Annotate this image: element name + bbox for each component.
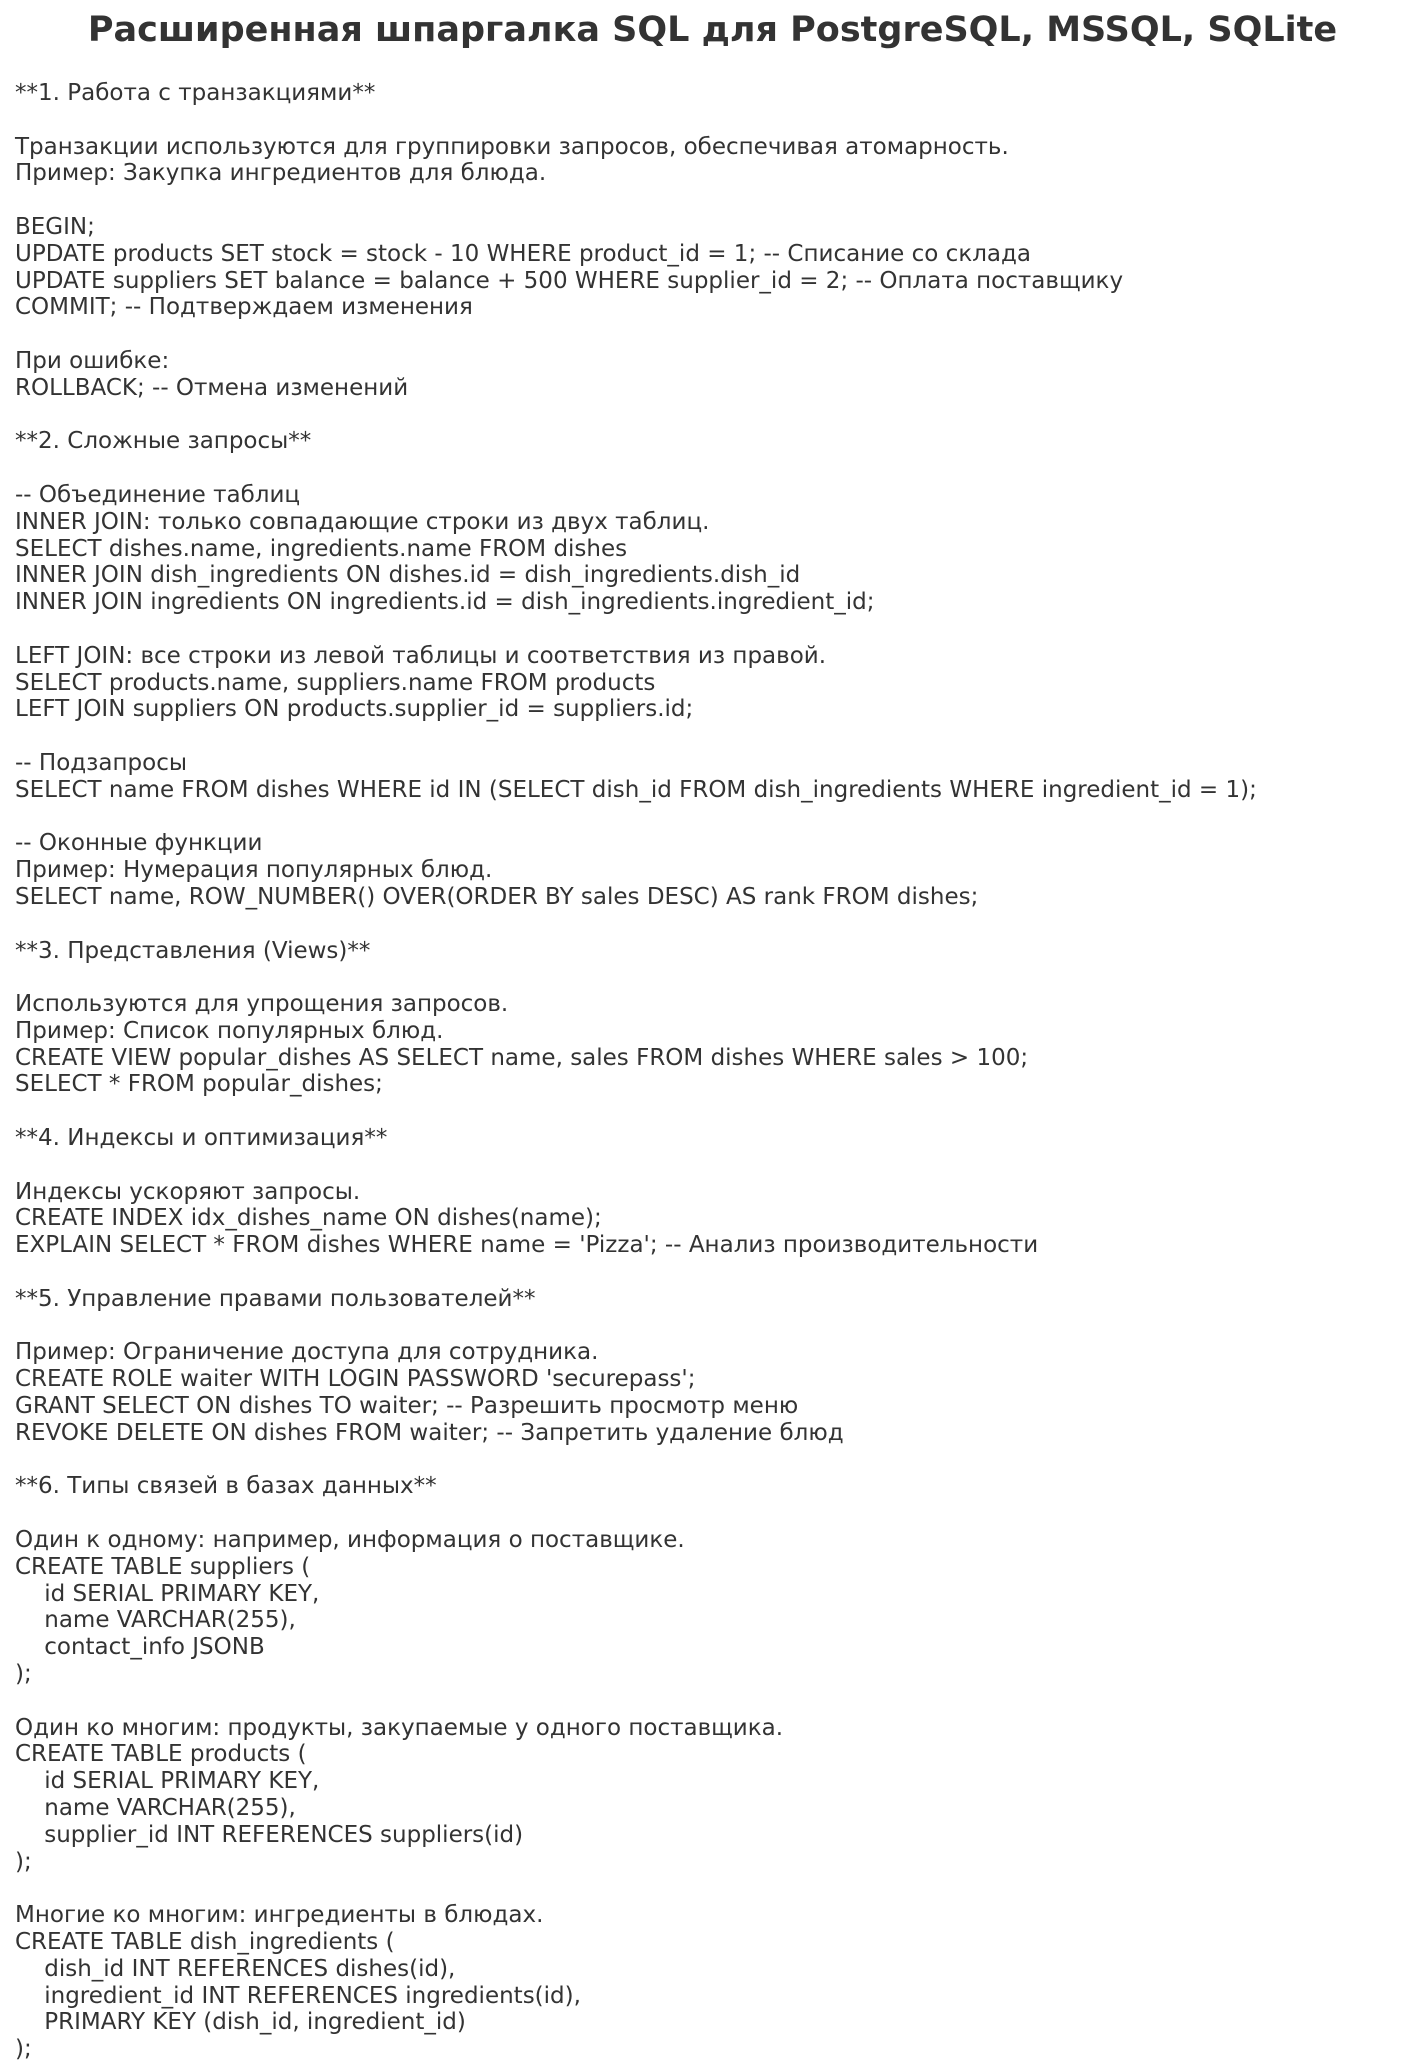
text-line: Индексы ускоряют запросы. <box>15 1178 361 1205</box>
text-line: CREATE VIEW popular_dishes AS SELECT name, sales FROM dishes WHERE sales > 100; <box>15 1044 1029 1071</box>
text-line: LEFT JOIN: все строки из левой таблицы и соответствия из правой. <box>15 642 827 669</box>
blank-line <box>15 723 1425 750</box>
blank-line <box>15 1259 1425 1286</box>
text-line: SELECT dishes.name, ingredients.name FROM dishes <box>15 535 628 562</box>
text-line: Один ко многим: продукты, закупаемые у одного поставщика. <box>15 1714 784 1741</box>
text-line: Пример: Ограничение доступа для сотрудника. <box>15 1339 599 1366</box>
text-line: Пример: Закупка ингредиентов для блюда. <box>15 160 547 187</box>
section-heading: **3. Представления (Views)** <box>15 937 371 964</box>
text-line: supplier_id INT REFERENCES suppliers(id) <box>15 1821 524 1848</box>
text-line: -- Подзапросы <box>15 749 188 776</box>
blank-line <box>15 402 1425 429</box>
blank-line <box>15 1875 1425 1902</box>
section-heading: **1. Работа с транзакциями** <box>15 80 376 106</box>
text-line: CREATE TABLE suppliers ( <box>15 1553 311 1580</box>
blank-line <box>15 1098 1425 1125</box>
blank-line <box>15 964 1425 991</box>
text-line: SELECT name FROM dishes WHERE id IN (SELECT dish_id FROM dish_ingredients WHERE ingredient_id = 1); <box>15 776 1257 803</box>
blank-line <box>15 1152 1425 1179</box>
text-line: id SERIAL PRIMARY KEY, <box>15 1580 320 1607</box>
text-line: CREATE TABLE products ( <box>15 1741 307 1768</box>
text-line: -- Объединение таблиц <box>15 481 301 508</box>
text-line: INNER JOIN: только совпадающие строки из двух таблиц. <box>15 508 710 535</box>
text-line: Пример: Нумерация популярных блюд. <box>15 857 493 884</box>
blank-line <box>15 1688 1425 1715</box>
text-line: ingredient_id INT REFERENCES ingredients(id), <box>15 1982 581 2009</box>
text-line: dish_id INT REFERENCES dishes(id), <box>15 1955 456 1982</box>
text-line: SELECT name, ROW_NUMBER() OVER(ORDER BY sales DESC) AS rank FROM dishes; <box>15 883 979 910</box>
text-line: Используются для упрощения запросов. <box>15 991 509 1018</box>
text-line: UPDATE products SET stock = stock - 10 WHERE product_id = 1; -- Списание со склада <box>15 240 1031 267</box>
text-line: ROLLBACK; -- Отмена изменений <box>15 374 409 401</box>
blank-line <box>15 187 1425 214</box>
text-line: contact_info JSONB <box>15 1634 265 1661</box>
section-heading: **5. Управление правами пользователей** <box>15 1285 536 1312</box>
text-line: UPDATE suppliers SET balance = balance + 500 WHERE supplier_id = 2; -- Оплата поставщику <box>15 267 1124 294</box>
text-line: ); <box>15 1848 32 1875</box>
document-body <box>0 52 1425 2063</box>
blank-line <box>15 1500 1425 1527</box>
blank-line <box>15 804 1425 831</box>
text-line: SELECT * FROM popular_dishes; <box>15 1071 383 1098</box>
blank-line <box>15 616 1425 643</box>
text-line: LEFT JOIN suppliers ON products.supplier_id = suppliers.id; <box>15 696 694 723</box>
text-line: name VARCHAR(255), <box>15 1607 296 1634</box>
section-heading: **4. Индексы и оптимизация** <box>15 1125 388 1152</box>
text-line: INNER JOIN ingredients ON ingredients.id = dish_ingredients.ingredient_id; <box>15 589 875 616</box>
text-line: BEGIN; <box>15 213 95 240</box>
text-line: Один к одному: например, информация о поставщике. <box>15 1527 685 1554</box>
text-line: -- Оконные функции <box>15 830 263 857</box>
text-line: Многие ко многим: ингредиенты в блюдах. <box>15 1902 544 1929</box>
text-line: Транзакции используются для группировки запросов, обеспечивая атомарность. <box>15 133 1009 160</box>
text-line: При ошибке: <box>15 347 170 374</box>
blank-line <box>15 107 1425 134</box>
text-line: Пример: Список популярных блюд. <box>15 1017 444 1044</box>
section-heading: **6. Типы связей в базах данных** <box>15 1473 437 1500</box>
text-line: PRIMARY KEY (dish_id, ingredient_id) <box>15 2009 466 2036</box>
text-line: ); <box>15 2036 32 2063</box>
blank-line <box>15 455 1425 482</box>
text-line: CREATE TABLE dish_ingredients ( <box>15 1928 395 1955</box>
section-heading: **2. Сложные запросы** <box>15 428 312 455</box>
text-line: COMMIT; -- Подтверждаем изменения <box>15 294 473 321</box>
text-line: CREATE INDEX idx_dishes_name ON dishes(name); <box>15 1205 602 1232</box>
blank-line <box>15 321 1425 348</box>
blank-line <box>15 1313 1425 1340</box>
blank-line <box>15 1447 1425 1474</box>
text-line: ); <box>15 1661 32 1688</box>
document-title: Расширенная шпаргалка SQL для PostgreSQL, MSSQL, SQLite <box>87 10 1338 50</box>
text-line: REVOKE DELETE ON dishes FROM waiter; -- Запретить удаление блюд <box>15 1419 844 1446</box>
text-line: CREATE ROLE waiter WITH LOGIN PASSWORD 'securepass'; <box>15 1366 696 1393</box>
text-line: INNER JOIN dish_ingredients ON dishes.id = dish_ingredients.dish_id <box>15 562 801 589</box>
text-line: GRANT SELECT ON dishes TO waiter; -- Разрешить просмотр меню <box>15 1393 799 1420</box>
text-line: SELECT products.name, suppliers.name FROM products <box>15 669 656 696</box>
text-line: EXPLAIN SELECT * FROM dishes WHERE name = 'Pizza'; -- Анализ производительности <box>15 1232 1039 1259</box>
text-line: id SERIAL PRIMARY KEY, <box>15 1768 320 1795</box>
text-line: name VARCHAR(255), <box>15 1795 296 1821</box>
blank-line <box>15 911 1425 938</box>
